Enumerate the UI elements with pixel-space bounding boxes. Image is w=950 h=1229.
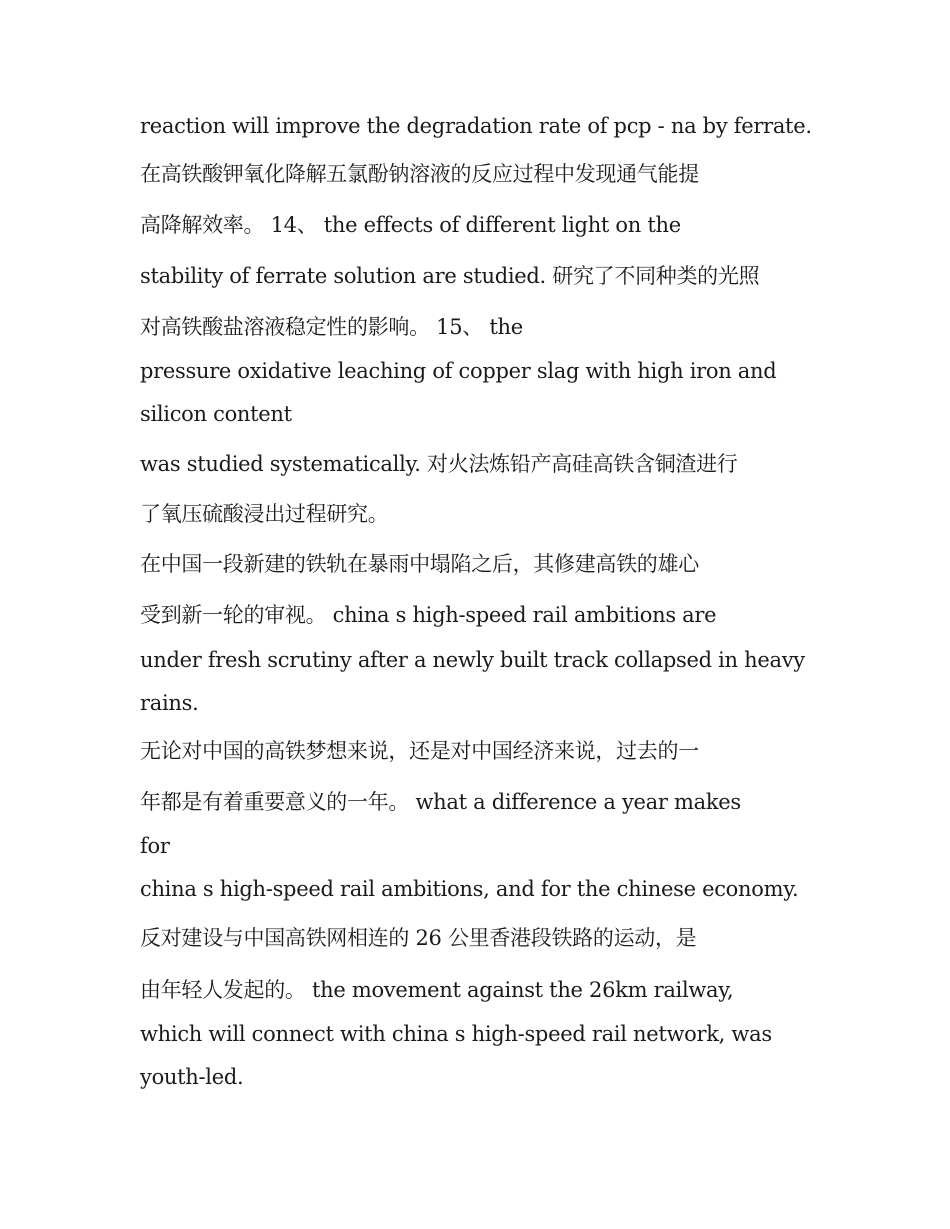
text-line: 由年轻人发起的。 the movement against the 26km railway, — [140, 978, 734, 1002]
text-line: china s high-speed rail ambitions, and for the chinese economy. — [140, 877, 799, 901]
text-line: 在高铁酸钾氧化降解五氯酚钠溶液的反应过程中发现通气能提 — [140, 162, 699, 186]
text-line: 年都是有着重要意义的一年。 what a difference a year makes — [140, 790, 741, 814]
text-line: 对高铁酸盐溶液稳定性的影响。 15、 the — [140, 315, 523, 339]
text-line: reaction will improve the degradation rate of pcp - na by ferrate. — [140, 114, 812, 138]
text-line: youth-led. — [140, 1065, 244, 1089]
text-line: 反对建设与中国高铁网相连的 26 公里香港段铁路的运动，是 — [140, 926, 697, 950]
text-line: 在中国一段新建的铁轨在暴雨中塌陷之后，其修建高铁的雄心 — [140, 552, 699, 576]
text-line: for — [140, 834, 170, 858]
text-line: which will connect with china s high-speed rail network, was — [140, 1022, 772, 1046]
text-line: 受到新一轮的审视。 china s high-speed rail ambitions are — [140, 603, 717, 627]
text-line: was studied systematically. 对火法炼铅产高硅高铁含铜渣进行 — [140, 452, 738, 476]
text-line: 无论对中国的高铁梦想来说，还是对中国经济来说，过去的一 — [140, 739, 699, 763]
text-line: stability of ferrate solution are studied. 研究了不同种类的光照 — [140, 264, 760, 288]
text-line: 高降解效率。 14、 the effects of different light on the — [140, 213, 681, 237]
text-line: rains. — [140, 691, 199, 715]
text-line: under fresh scrutiny after a newly built track collapsed in heavy — [140, 648, 805, 672]
text-line: pressure oxidative leaching of copper slag with high iron and — [140, 359, 777, 383]
text-line: 了氧压硫酸浸出过程研究。 — [140, 502, 389, 526]
text-line: silicon content — [140, 402, 292, 426]
